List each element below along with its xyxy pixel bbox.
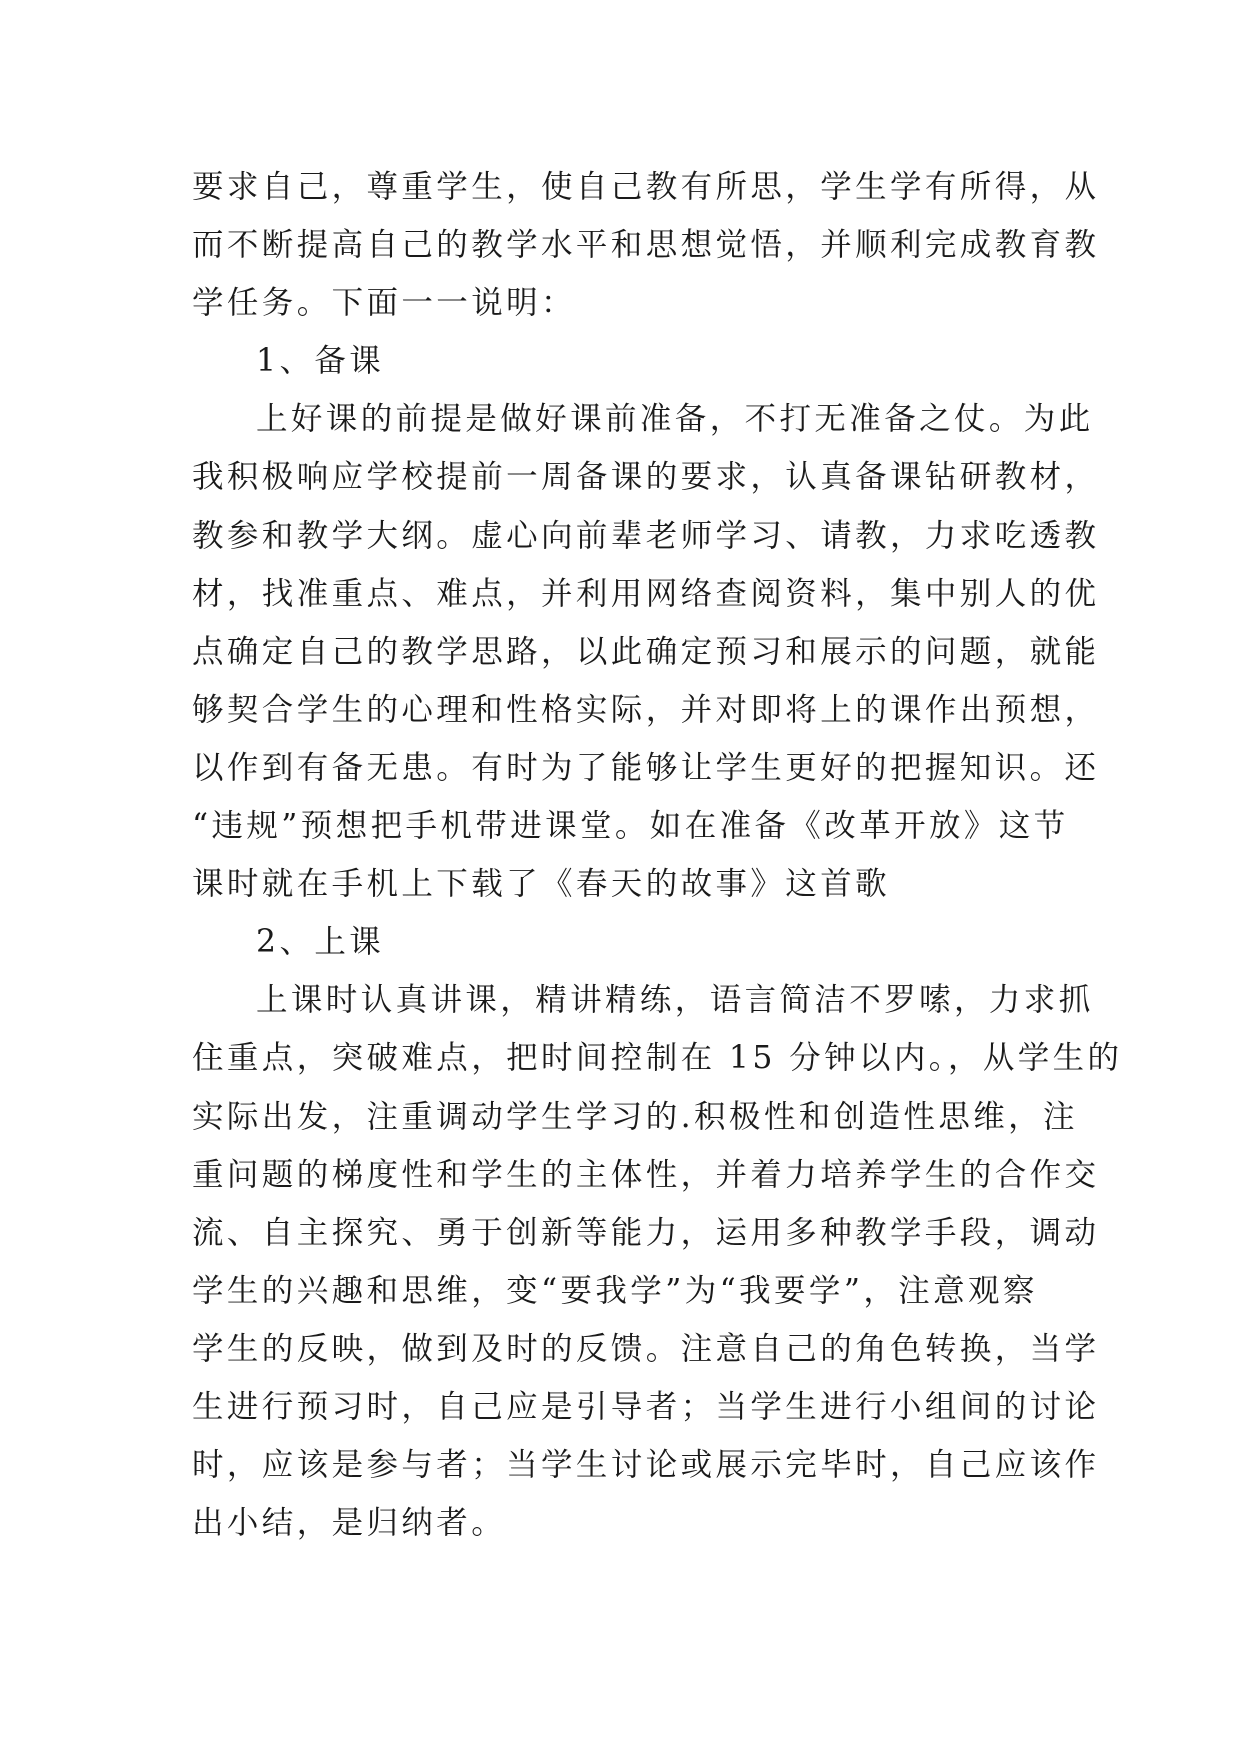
text-line: “违规”预想把手机带进课堂。如在准备《改革开放》这节 [192, 808, 1069, 845]
body-text [192, 158, 1123, 1552]
text-line: 以作到有备无患。有时为了能够让学生更好的把握知识。还 [192, 749, 1100, 786]
text-line: 实际出发，注重调动学生学习的.积极性和创造性思维，注 [192, 1098, 1078, 1135]
text-line: 够契合学生的心理和性格实际，并对即将上的课作出预想， [192, 691, 1100, 728]
text-line: 要求自己，尊重学生，使自己教有所思，学生学有所得，从 [192, 169, 1100, 205]
text-line: 时，应该是参与者；当学生讨论或展示完毕时，自己应该作 [192, 1447, 1100, 1484]
text-line: 2、上课 [256, 924, 385, 961]
text-line: 教参和教学大纲。虚心向前辈老师学习、请教，力求吃透教 [192, 517, 1100, 554]
text-line: 学生的兴趣和思维，变“要我学”为“我要学”，注意观察 [192, 1272, 1038, 1309]
text-line: 生进行预习时，自己应是引导者；当学生进行小组间的讨论 [192, 1388, 1100, 1425]
text-line: 课时就在手机上下载了《春天的故事》这首歌 [192, 866, 891, 903]
text-line: 出小结，是归纳者。 [192, 1505, 507, 1542]
text-line: 点确定自己的教学思路，以此确定预习和展示的问题，就能 [192, 633, 1100, 670]
text-line: 上好课的前提是做好课前准备，不打无准备之仗。为此 [256, 401, 1094, 438]
text-line: 学生的反映，做到及时的反馈。注意自己的角色转换，当学 [192, 1330, 1100, 1367]
text-line: 重问题的梯度性和学生的主体性，并着力培养学生的合作交 [192, 1156, 1100, 1193]
text-line: 学任务。下面一一说明： [192, 285, 576, 322]
text-line: 流、自主探究、勇于创新等能力，运用多种教学手段，调动 [192, 1214, 1100, 1251]
text-line: 我积极响应学校提前一周备课的要求，认真备课钻研教材， [192, 459, 1100, 496]
text-line: 材，找准重点、难点，并利用网络查阅资料，集中别人的优 [192, 575, 1100, 612]
text-line: 住重点，突破难点，把时间控制在 15 分钟以内。，从学生的 [192, 1040, 1123, 1077]
text-line: 1、备课 [256, 343, 385, 380]
text-line: 而不断提高自己的教学水平和思想觉悟，并顺利完成教育教 [192, 227, 1100, 264]
text-line: 上课时认真讲课，精讲精练，语言简洁不罗嗦，力求抓 [256, 982, 1094, 1019]
